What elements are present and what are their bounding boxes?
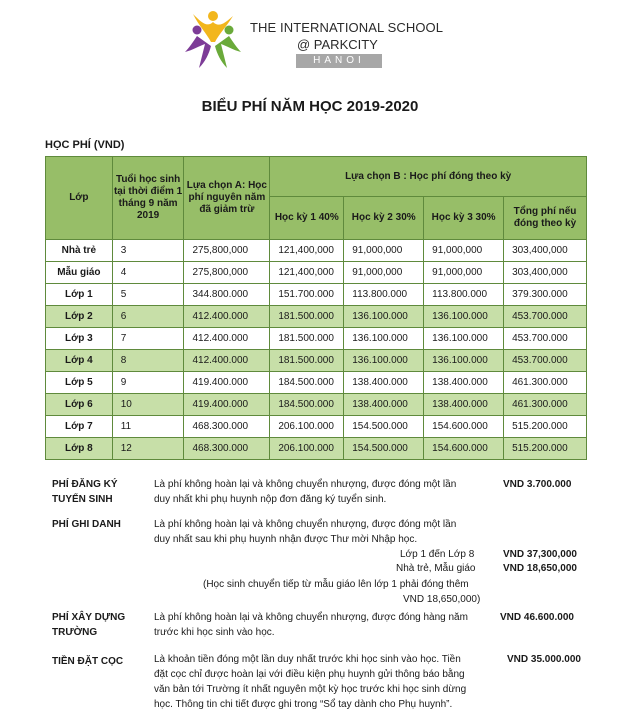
cell-age: 3	[112, 240, 184, 262]
cell-grade: Lớp 6	[46, 394, 113, 416]
cell-term3: 154.600.000	[424, 416, 504, 438]
development-fee-name	[52, 610, 125, 640]
page-title: BIỂU PHÍ NĂM HỌC 2019-2020	[201, 98, 419, 115]
development-fee-desc	[154, 610, 484, 640]
development-fee-desc-line1: Là phí không hoàn lại và không chuyển nhượng, được đóng hàng năm	[154, 612, 468, 623]
cell-grade: Lớp 5	[46, 372, 113, 394]
table-row	[46, 394, 587, 416]
enrollment-fee-desc	[154, 517, 484, 547]
school-name: THE INTERNATIONAL SCHOOL	[250, 20, 444, 35]
table-row	[46, 262, 587, 284]
cell-term3: 136.100.000	[424, 328, 504, 350]
cell-grade: Lớp 4	[46, 350, 113, 372]
cell-term2: 91,000,000	[344, 262, 424, 284]
cell-term2: 154.500.000	[344, 416, 424, 438]
cell-term2: 136.100.000	[344, 306, 424, 328]
registration-fee-desc-line1: Là phí không hoàn lại và không chuyển nhượng, được đóng một lần	[154, 479, 457, 490]
enrollment-sub1-label: Lớp 1 đến Lớp 8	[400, 549, 475, 560]
registration-fee-desc-line2: duy nhất khi phụ huynh nộp đơn đăng ký tuyển sinh.	[154, 494, 387, 505]
development-fee-name-line1: PHÍ XÂY DỰNG	[52, 612, 126, 623]
cell-option-a: 419.400.000	[184, 372, 270, 394]
cell-total: 453.700.000	[504, 306, 587, 328]
cell-option-a: 412.400.000	[184, 350, 270, 372]
cell-total: 453.700.000	[504, 350, 587, 372]
cell-total: 515.200.000	[504, 438, 587, 460]
cell-option-a: 468.300.000	[184, 438, 270, 460]
header-term1: Học kỳ 1 40%	[270, 197, 344, 240]
enrollment-fee-desc-line1: Là phí không hoàn lại và không chuyển nhượng, được đóng một lần	[154, 519, 457, 530]
cell-option-a: 468.300.000	[184, 416, 270, 438]
cell-age: 12	[112, 438, 184, 460]
header-option-a: Lựa chọn A: Học phí nguyên năm đã giảm trừ	[184, 157, 270, 240]
table-row	[46, 306, 587, 328]
cell-total: 515.200.000	[504, 416, 587, 438]
cell-term1: 206.100.000	[270, 416, 344, 438]
cell-term2: 113.800.000	[344, 284, 424, 306]
enrollment-note-line2: VND 18,650,000)	[403, 594, 481, 605]
cell-term3: 136.100.000	[424, 306, 504, 328]
cell-age: 11	[112, 416, 184, 438]
school-header	[0, 0, 620, 80]
deposit-desc-line3: văn bản tới Trường ít nhất nguyên một kỳ học trước khi học sinh dừng	[154, 684, 467, 695]
table-row	[46, 240, 587, 262]
cell-age: 8	[112, 350, 184, 372]
cell-term3: 136.100.000	[424, 350, 504, 372]
deposit-amount: VND 35.000.000	[507, 654, 581, 665]
cell-grade: Nhà trẻ	[46, 240, 113, 262]
table-row	[46, 416, 587, 438]
cell-total: 379.300.000	[504, 284, 587, 306]
cell-term2: 136.100.000	[344, 350, 424, 372]
cell-term1: 184.500.000	[270, 394, 344, 416]
cell-term1: 151.700.000	[270, 284, 344, 306]
development-fee-amount: VND 46.600.000	[500, 612, 574, 623]
cell-option-a: 412.400.000	[184, 328, 270, 350]
cell-age: 10	[112, 394, 184, 416]
deposit-name: TIỀN ĐẶT CỌC	[52, 656, 124, 667]
cell-total: 303,400,000	[504, 262, 587, 284]
table-row	[46, 372, 587, 394]
school-city-badge: HANOI	[296, 54, 382, 68]
cell-age: 5	[112, 284, 184, 306]
registration-fee-amount: VND 3.700.000	[503, 479, 572, 490]
school-campus: @ PARKCITY	[297, 37, 378, 52]
cell-age: 7	[112, 328, 184, 350]
registration-fee-name-line2: TUYỂN SINH	[52, 494, 113, 505]
registration-fee-name-line1: PHÍ ĐĂNG KÝ	[52, 479, 118, 490]
table-row	[46, 438, 587, 460]
enrollment-fee-desc-line2: duy nhất sau khi phụ huynh nhận được Thư mời Nhập học.	[154, 534, 418, 545]
section-label: HỌC PHÍ (VND)	[45, 139, 125, 151]
enrollment-sub1-amount: VND 37,300,000	[503, 549, 577, 560]
cell-grade: Lớp 7	[46, 416, 113, 438]
cell-term2: 91,000,000	[344, 240, 424, 262]
cell-term1: 181.500.000	[270, 350, 344, 372]
development-fee-name-line2: TRƯỜNG	[52, 627, 98, 638]
registration-fee-name	[52, 477, 118, 507]
cell-option-a: 275,800,000	[184, 262, 270, 284]
header-age: Tuổi học sinh tại thời điểm 1 tháng 9 năm 2019	[112, 157, 184, 240]
deposit-desc-line4: học. Thông tin chi tiết được ghi trong “Sổ tay dành cho Phụ huynh”.	[154, 699, 453, 710]
cell-term1: 206.100.000	[270, 438, 344, 460]
school-logo-icon	[183, 8, 243, 74]
cell-term1: 181.500.000	[270, 328, 344, 350]
cell-term2: 138.400.000	[344, 372, 424, 394]
cell-term3: 154.600.000	[424, 438, 504, 460]
deposit-desc-line2: đặt cọc chỉ được hoàn lại với điều kiện phụ huynh gửi thông báo bằng	[154, 669, 465, 680]
cell-option-a: 412.400.000	[184, 306, 270, 328]
table-row	[46, 350, 587, 372]
cell-age: 4	[112, 262, 184, 284]
cell-term1: 181.500.000	[270, 306, 344, 328]
development-fee-desc-line2: trước khi học sinh vào học.	[154, 627, 275, 638]
header-total: Tổng phí nếu đóng theo kỳ	[504, 197, 587, 240]
cell-term1: 121,400,000	[270, 240, 344, 262]
deposit-desc	[154, 652, 494, 712]
cell-grade: Lớp 1	[46, 284, 113, 306]
cell-total: 453.700.000	[504, 328, 587, 350]
deposit-desc-line1: Là khoản tiền đóng một lần duy nhất trước khi học sinh vào học. Tiền	[154, 654, 461, 665]
cell-total: 461.300.000	[504, 394, 587, 416]
table-row	[46, 328, 587, 350]
cell-term1: 184.500.000	[270, 372, 344, 394]
cell-term3: 113.800.000	[424, 284, 504, 306]
cell-grade: Lớp 8	[46, 438, 113, 460]
header-grade: Lớp	[46, 157, 113, 240]
header-term3: Học kỳ 3 30%	[424, 197, 504, 240]
cell-term2: 136.100.000	[344, 328, 424, 350]
registration-fee-desc	[154, 477, 484, 507]
cell-option-a: 344.800.000	[184, 284, 270, 306]
enrollment-sub2-label: Nhà trẻ, Mẫu giáo	[396, 563, 476, 574]
cell-grade: Lớp 2	[46, 306, 113, 328]
table-row	[46, 284, 587, 306]
tuition-table-body	[46, 240, 587, 460]
cell-term2: 154.500.000	[344, 438, 424, 460]
cell-term3: 138.400.000	[424, 394, 504, 416]
cell-term3: 91,000,000	[424, 240, 504, 262]
cell-term2: 138.400.000	[344, 394, 424, 416]
cell-total: 461.300.000	[504, 372, 587, 394]
cell-grade: Lớp 3	[46, 328, 113, 350]
cell-term1: 121,400,000	[270, 262, 344, 284]
cell-option-a: 419.400.000	[184, 394, 270, 416]
cell-option-a: 275,800,000	[184, 240, 270, 262]
cell-term3: 91,000,000	[424, 262, 504, 284]
header-term2: Học kỳ 2 30%	[344, 197, 424, 240]
cell-age: 9	[112, 372, 184, 394]
tuition-table	[45, 156, 587, 460]
enrollment-sub2-amount: VND 18,650,000	[503, 563, 577, 574]
cell-total: 303,400,000	[504, 240, 587, 262]
cell-grade: Mẫu giáo	[46, 262, 113, 284]
header-option-b: Lựa chọn B : Học phí đóng theo kỳ	[270, 157, 587, 197]
cell-age: 6	[112, 306, 184, 328]
enrollment-fee-name: PHÍ GHI DANH	[52, 519, 121, 530]
cell-term3: 138.400.000	[424, 372, 504, 394]
enrollment-note-line1: (Học sinh chuyển tiếp từ mẫu giáo lên lớp 1 phải đóng thêm	[203, 579, 469, 590]
